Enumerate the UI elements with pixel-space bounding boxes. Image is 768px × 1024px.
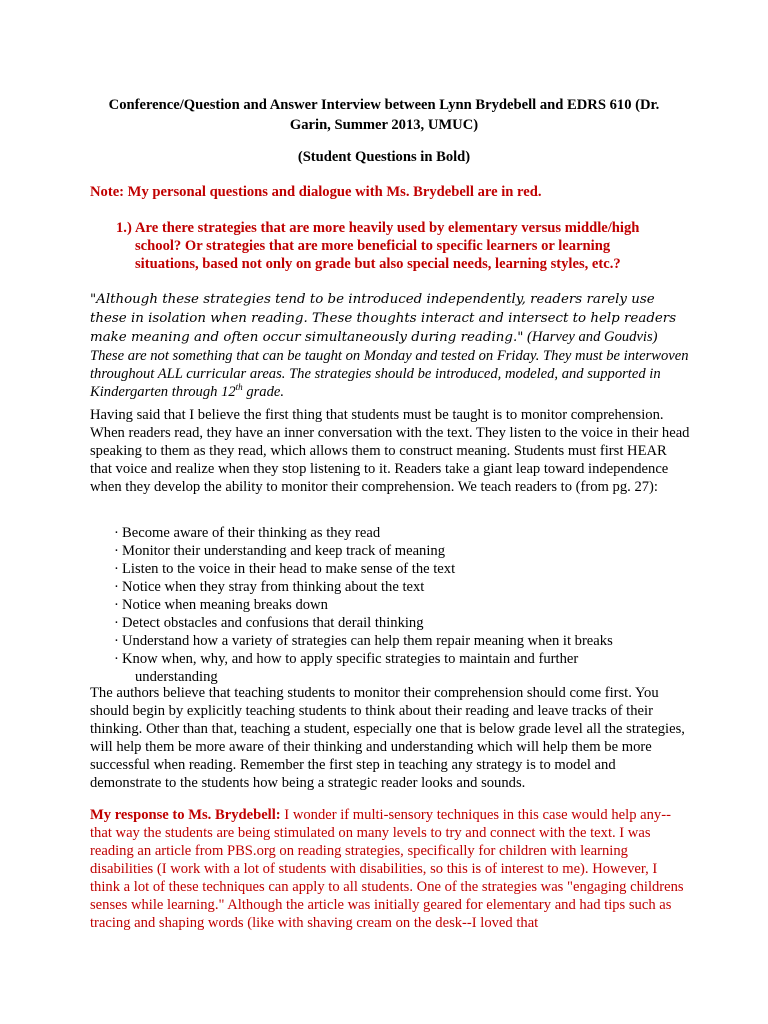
list-item-text: Know when, why, and how to apply specific strategies to maintain and further: [122, 651, 579, 667]
bullet-list: [114, 524, 654, 686]
response-text: I wonder if multi-sensory techniques in this case would help any--that way the students are being stimulated on many levels to try and connect with the text. I was reading an article from PBS.org on reading strategies, specifically for children with learning disabilities (I work with a lot of students with disabilities, so this is of interest to me). However, I think a lot of these techniques can apply to all students. One of the strategies was "engaging childrens senses while learning." Although the article was initially geared for elementary and had tips such as tracing and shaping words (like with shaving cream on the desk--I loved that: [90, 807, 684, 931]
list-item: [114, 578, 654, 596]
bullet-marker: ·: [114, 615, 119, 631]
quote-script-part: "Although these strategies tend to be introduced independently, readers rarely use these in isolation when reading. These thoughts interact and intersect to help readers make meaning and often occur simultaneously during reading.": [90, 292, 677, 345]
response-paragraph: [90, 806, 690, 932]
question-number: 1.): [116, 220, 132, 236]
red-note: Note: My personal questions and dialogue with Ms. Brydebell are in red.: [90, 184, 542, 200]
question-text: Are there strategies that are more heavily used by elementary versus middle/high school? Or strategies that are more beneficial to specific learners or learning situations, based not only on grade but also special needs, learning styles, etc.?: [135, 220, 640, 272]
document-title: [88, 95, 680, 135]
paragraph-monitor-comprehension: Having said that I believe the first thing that students must be taught is to monitor comprehension. When readers read, they have an inner conversation with the text. They listen to the voice in their head speaking to them as they read, which allows them to construct meaning. Students must first HEAR that voice and realize when they stop listening to it. Readers take a giant leap toward independence when they develop the ability to monitor their comprehension. We teach readers to (from pg. 27):: [90, 407, 690, 495]
list-item-text: Listen to the voice in their head to make sense of the text: [122, 561, 456, 577]
list-item: [114, 560, 654, 578]
list-item: [114, 596, 654, 614]
list-item: [114, 524, 654, 542]
quote-end: grade.: [242, 384, 285, 400]
list-item-text: Notice when they stray from thinking about the text: [122, 579, 425, 595]
document-subtitle: (Student Questions in Bold): [297, 149, 471, 165]
list-item-text: Detect obstacles and confusions that derail thinking: [122, 615, 424, 631]
list-item-text: Become aware of their thinking as they read: [122, 525, 381, 541]
paragraph-authors-believe: The authors believe that teaching students to monitor their comprehension should come first. You should begin by explicitly teaching students to think about their reading and leave tracks of their thinking. Other than that, teaching a student, especially one that is below grade level all the strategies, will help them be more aware of their thinking and understanding which will help them be more successful when reading. Remember the first step in teaching any strategy is to model and demonstrate to the students how being a strategic reader looks and sounds.: [90, 685, 685, 791]
quote-body-part: (Harvey and Goudvis) These are not something that can be taught on Monday and tested on Friday. They must be interwoven throughout ALL curricular areas. The strategies should be introduced, modeled, and supported in Kindergarten through 12: [90, 329, 689, 400]
quote-superscript: th: [235, 382, 243, 393]
list-item: [114, 542, 654, 560]
italic-quote: [90, 290, 690, 401]
title-line-2: Garin, Summer 2013, UMUC): [289, 117, 479, 133]
list-item-text: Monitor their understanding and keep track of meaning: [122, 543, 445, 559]
list-item-text: Notice when meaning breaks down: [122, 597, 328, 613]
question-1: [116, 219, 676, 273]
bullet-marker: ·: [114, 651, 119, 667]
list-item-continuation: understanding: [135, 669, 218, 685]
title-line-1: Conference/Question and Answer Interview between Lynn Brydebell and EDRS 610 (Dr.: [108, 97, 660, 113]
response-lead: My response to Ms. Brydebell:: [90, 807, 281, 823]
bullet-marker: ·: [114, 525, 119, 541]
bullet-marker: ·: [114, 633, 119, 649]
bullet-marker: ·: [114, 597, 119, 613]
list-item: [114, 632, 654, 650]
list-item: [114, 650, 654, 686]
bullet-marker: ·: [114, 543, 119, 559]
list-item-text: Understand how a variety of strategies can help them repair meaning when it breaks: [122, 633, 613, 649]
bullet-marker: ·: [114, 579, 119, 595]
bullet-marker: ·: [114, 561, 119, 577]
list-item: [114, 614, 654, 632]
